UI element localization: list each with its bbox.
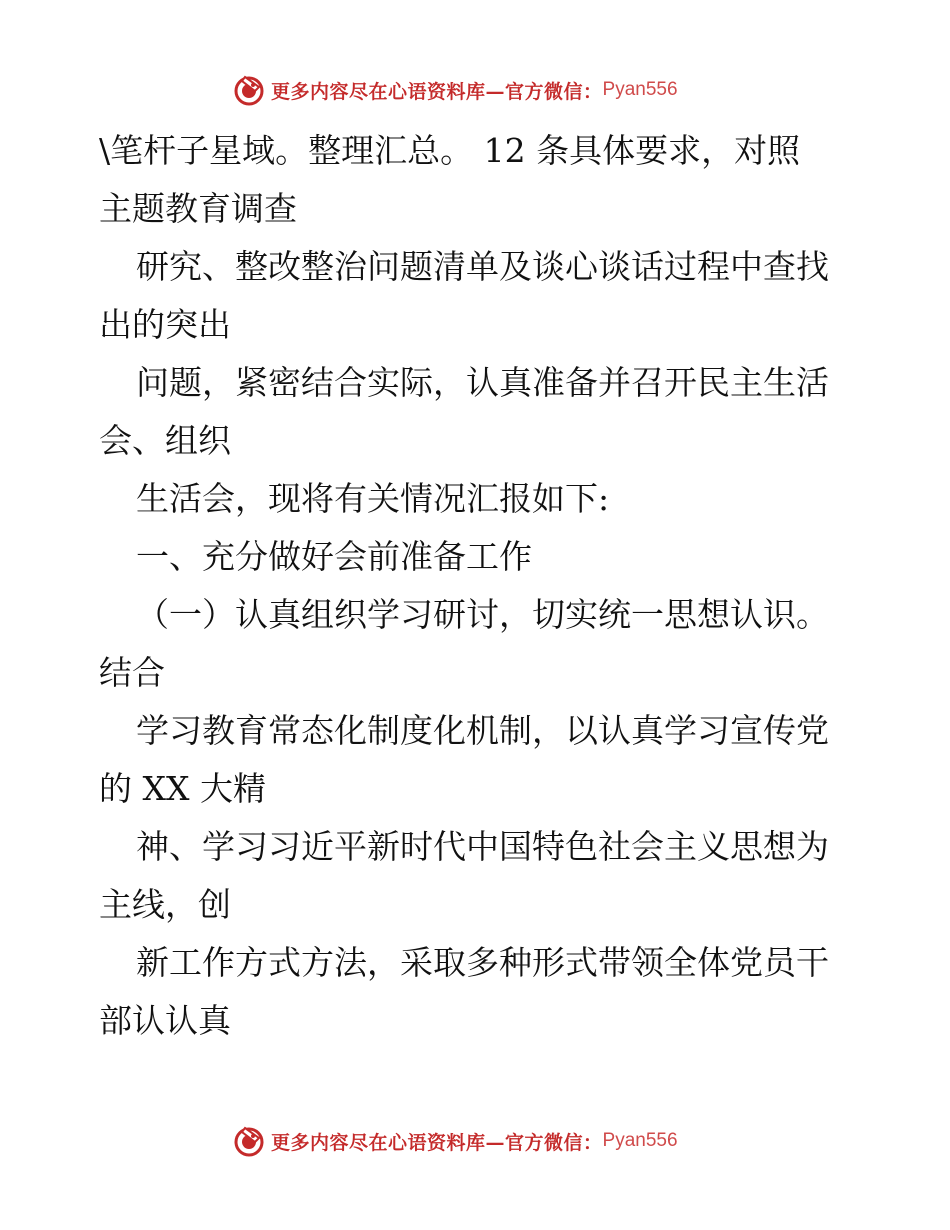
text-line: 生活会，现将有关情况汇报如下: xyxy=(136,479,610,518)
pen-nib-logo-icon xyxy=(233,74,265,106)
subsection-heading: （一）认真组织学习研讨，切实统一思想认识。 xyxy=(136,595,829,634)
text-line: 主线，创 xyxy=(99,885,231,924)
banner-contact: Pyan556 xyxy=(602,79,678,100)
text-line: 研究、整改整治问题清单及谈心谈话过程中查找 xyxy=(136,247,829,286)
text-line: 的 XX 大精 xyxy=(99,769,266,808)
footer-banner xyxy=(0,1121,950,1161)
banner-text: 更多内容尽在心语资料库—官方微信： xyxy=(271,1131,603,1154)
text-line: 新工作方式方法，采取多种形式带领全体党员干 xyxy=(136,943,829,982)
section-heading: 一、充分做好会前准备工作 xyxy=(136,537,532,576)
header-banner xyxy=(0,70,950,110)
text-line: 主题教育调查 xyxy=(99,189,297,228)
text-line: 问题，紧密结合实际，认真准备并召开民主生活 xyxy=(136,363,829,402)
pen-nib-logo-icon xyxy=(233,1125,265,1157)
text-line: 学习教育常态化制度化机制，以认真学习宣传党 xyxy=(136,711,829,750)
banner-contact: Pyan556 xyxy=(602,1130,678,1151)
text-line: \笔杆子星域。整理汇总。 12 条具体要求，对照 xyxy=(99,131,801,170)
document-body xyxy=(99,122,859,1050)
text-line: 会、组织 xyxy=(99,421,231,460)
text-line: 神、学习习近平新时代中国特色社会主义思想为 xyxy=(136,827,829,866)
text-line: 出的突出 xyxy=(99,305,231,344)
text-line: 结合 xyxy=(99,653,165,692)
text-line: 部认认真 xyxy=(99,1001,231,1040)
banner-text: 更多内容尽在心语资料库—官方微信： xyxy=(271,80,603,103)
